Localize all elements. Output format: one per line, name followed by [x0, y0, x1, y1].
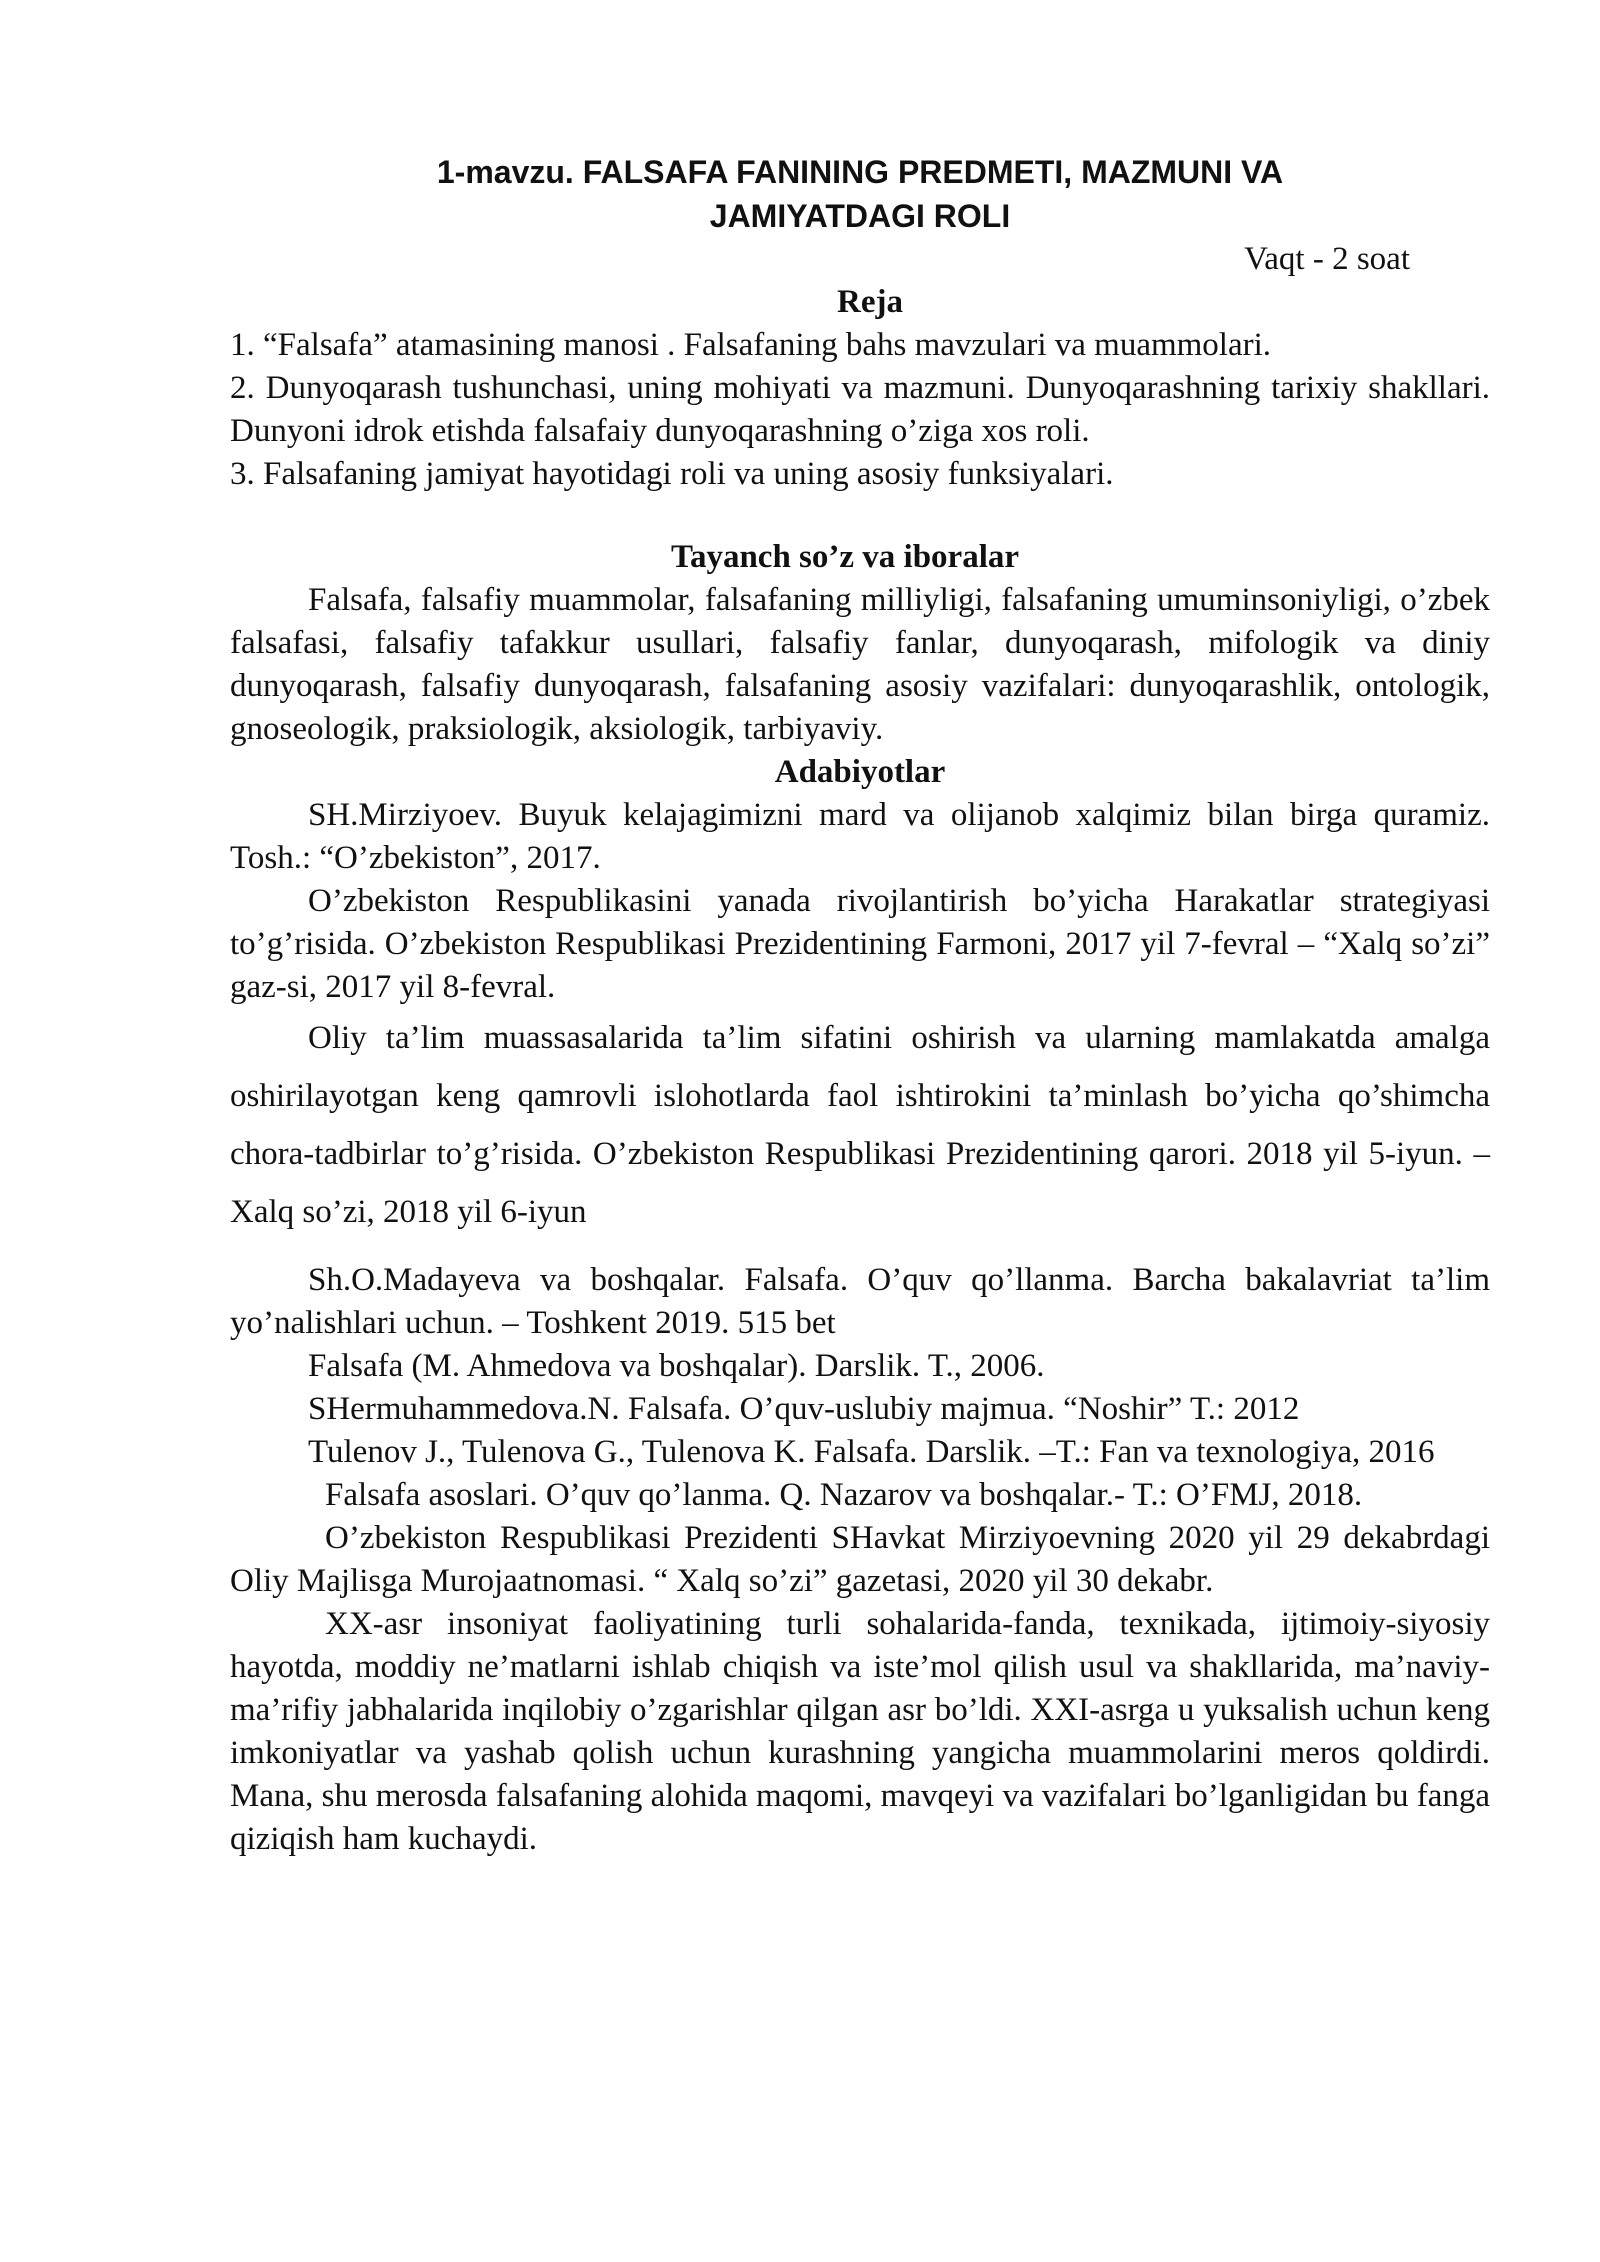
- literature-item: Falsafa (M. Ahmedova va boshqalar). Darslik. T., 2006.: [308, 1348, 1045, 1384]
- plan-section: [230, 281, 1490, 496]
- intro-paragraph: XX-asr insoniyat faoliyatining turli sohalarida-fanda, texnikada, ijtimoiy-siyosiy hayotda, moddiy ne’matlarni ishlab chiqish va iste’mol qilish usul va shakllarida, ma’naviy-ma’rifiy jabhalarida inqilobiy o’zgarishlar qilgan asr bo’ldi. XXI-asrga u yuksalish uchun keng imkoniyatlar va yashab qolish uchun kurashning yangicha muammolarini meros qoldirdi. Mana, shu merosda falsafaning alohida maqomi, mavqeyi va vazifalari bo’lganligidan bu fanga qiziqish ham kuchaydi.: [230, 1606, 1490, 1857]
- title-line-1: 1-mavzu. FALSAFA FANINING PREDMETI, MAZMUNI VA: [436, 154, 1284, 190]
- plan-heading: Reja: [837, 284, 903, 320]
- literature-item: SHermuhammedova.N. Falsafa. O’quv-uslubiy majmua. “Noshir” T.: 2012: [308, 1391, 1300, 1427]
- plan-item-3: 3. Falsafaning jamiyat hayotidagi roli va uning asosiy funksiyalari.: [230, 456, 1114, 492]
- literature-item: SH.Mirziyoev. Buyuk kelajagimizni mard va olijanob xalqimiz bilan birga quramiz. Tosh.: “O’zbekiston”, 2017.: [230, 797, 1490, 876]
- document-body: [230, 150, 1490, 1861]
- literature-item: Sh.O.Madayeva va boshqalar. Falsafa. O’quv qo’llanma. Barcha bakalavriat ta’lim yo’nalishlari uchun. – Toshkent 2019. 515 bet: [230, 1262, 1490, 1341]
- page-title: [230, 150, 1490, 238]
- plan-item-1: 1. “Falsafa” atamasining manosi . Falsafaning bahs mavzulari va muammolari.: [230, 327, 1272, 363]
- literature-item: Falsafa asoslari. O’quv qo’lanma. Q. Nazarov va boshqalar.- T.: O’FMJ, 2018.: [325, 1477, 1363, 1513]
- time-allocation: Vaqt - 2 soat: [1244, 241, 1410, 277]
- keywords-text: Falsafa, falsafiy muammolar, falsafaning milliyligi, falsafaning umuminsoniyligi, o’zbek falsafasi, falsafiy tafakkur usullari, falsafiy fanlar, dunyoqarash, mifologik va diniy dunyoqarash, falsafiy dunyoqarash, falsafaning asosiy vazifalari: dunyoqarashlik, ontologik, gnoseologik, praksiologik, aksiologik, tarbiyaviy.: [230, 582, 1490, 747]
- literature-item: O’zbekiston Respublikasi Prezidenti SHavkat Mirziyoevning 2020 yil 29 dekabrdagi Oliy Majlisga Murojaatnomasi. “ Xalq so’zi” gazetasi, 2020 yil 30 dekabr.: [230, 1520, 1490, 1599]
- keywords-heading: Tayanch so’z va iboralar: [670, 539, 1020, 575]
- plan-item-2: 2. Dunyoqarash tushunchasi, uning mohiyati va mazmuni. Dunyoqarashning tarixiy shakllari. Dunyoni idrok etishda falsafaiy dunyoqarashning o’ziga xos roli.: [230, 370, 1490, 449]
- literature-item: Oliy ta’lim muassasalarida ta’lim sifatini oshirish va ularning mamlakatda amalga oshirilayotgan keng qamrovli islohotlarda faol ishtirokini ta’minlash bo’yicha qo’shimcha chora-tadbirlar to’g’risida. O’zbekiston Respublikasi Prezidentining qarori. 2018 yil 5-iyun. – Xalq so’zi, 2018 yil 6-iyun: [230, 1020, 1490, 1230]
- title-line-2: JAMIYATDAGI ROLI: [709, 198, 1011, 234]
- literature-heading: Adabiyotlar: [774, 754, 946, 790]
- literature-section: [230, 751, 1490, 1603]
- literature-item: Tulenov J., Tulenova G., Tulenova K. Falsafa. Darslik. –T.: Fan va texnologiya, 2016: [308, 1434, 1435, 1470]
- keywords-section: [230, 536, 1490, 751]
- literature-item: O’zbekiston Respublikasini yanada rivojlantirish bo’yicha Harakatlar strategiyasi to’g’risida. O’zbekiston Respublikasi Prezidentining Farmoni, 2017 yil 7-fevral – “Xalq so’zi” gaz-si, 2017 yil 8-fevral.: [230, 883, 1490, 1005]
